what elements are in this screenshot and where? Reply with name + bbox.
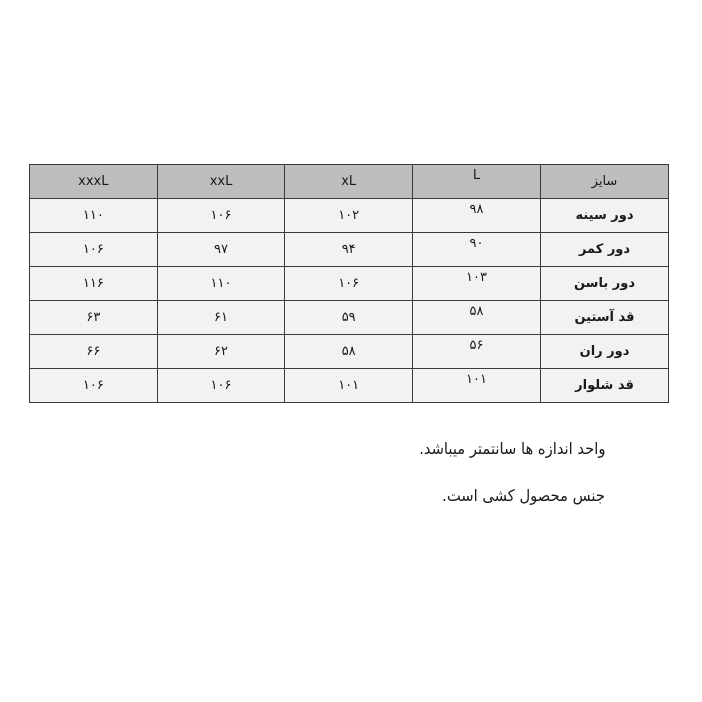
cell-L-text: ۵۸	[469, 304, 484, 319]
unit-note: واحد اندازه ها سانتمتر میباشد.	[418, 439, 605, 458]
header-L	[413, 165, 541, 199]
cell-L	[413, 199, 541, 233]
cell-L	[413, 301, 541, 335]
cell-xL: ۹۴	[285, 233, 413, 267]
header-xxL: xxL	[157, 165, 285, 199]
table-row	[30, 267, 669, 301]
cell-xxxL: ۱۰۶	[30, 233, 158, 267]
cell-xxxL: ۱۰۶	[30, 369, 158, 403]
table-row	[30, 301, 669, 335]
material-note: جنس محصول کشی است.	[442, 486, 605, 505]
row-label: دور کمر	[541, 233, 669, 267]
size-chart-table	[29, 164, 669, 403]
table-row	[30, 335, 669, 369]
row-label: دور سینه	[541, 199, 669, 233]
cell-L-text: ۱۰۱	[466, 372, 487, 387]
cell-L-text: ۱۰۳	[466, 270, 487, 285]
table-row	[30, 233, 669, 267]
header-L-text: L	[472, 168, 481, 183]
cell-xL: ۱۰۶	[285, 267, 413, 301]
cell-xxL: ۹۷	[157, 233, 285, 267]
cell-xxxL: ۱۱۶	[30, 267, 158, 301]
cell-xxxL: ۶۳	[30, 301, 158, 335]
row-label: دور باسن	[541, 267, 669, 301]
cell-L-text: ۹۸	[469, 202, 484, 217]
row-label: دور ران	[541, 335, 669, 369]
header-size: سایز	[541, 165, 669, 199]
cell-xL: ۵۸	[285, 335, 413, 369]
cell-xxL: ۶۲	[157, 335, 285, 369]
cell-L	[413, 369, 541, 403]
table-row	[30, 369, 669, 403]
cell-L	[413, 233, 541, 267]
cell-L-text: ۹۰	[469, 236, 484, 251]
cell-xxL: ۱۰۶	[157, 369, 285, 403]
cell-xxxL: ۶۶	[30, 335, 158, 369]
table-header-row	[30, 165, 669, 199]
cell-xxxL: ۱۱۰	[30, 199, 158, 233]
cell-L	[413, 335, 541, 369]
row-label: قد شلوار	[541, 369, 669, 403]
cell-xxL: ۱۱۰	[157, 267, 285, 301]
table-row	[30, 199, 669, 233]
header-xxxL: xxxL	[30, 165, 158, 199]
cell-xL: ۱۰۲	[285, 199, 413, 233]
cell-xxL: ۶۱	[157, 301, 285, 335]
cell-L-text: ۵۶	[469, 338, 484, 353]
row-label: قد آستین	[541, 301, 669, 335]
cell-xL: ۵۹	[285, 301, 413, 335]
cell-xxL: ۱۰۶	[157, 199, 285, 233]
cell-xL: ۱۰۱	[285, 369, 413, 403]
cell-L	[413, 267, 541, 301]
header-xL: xL	[285, 165, 413, 199]
